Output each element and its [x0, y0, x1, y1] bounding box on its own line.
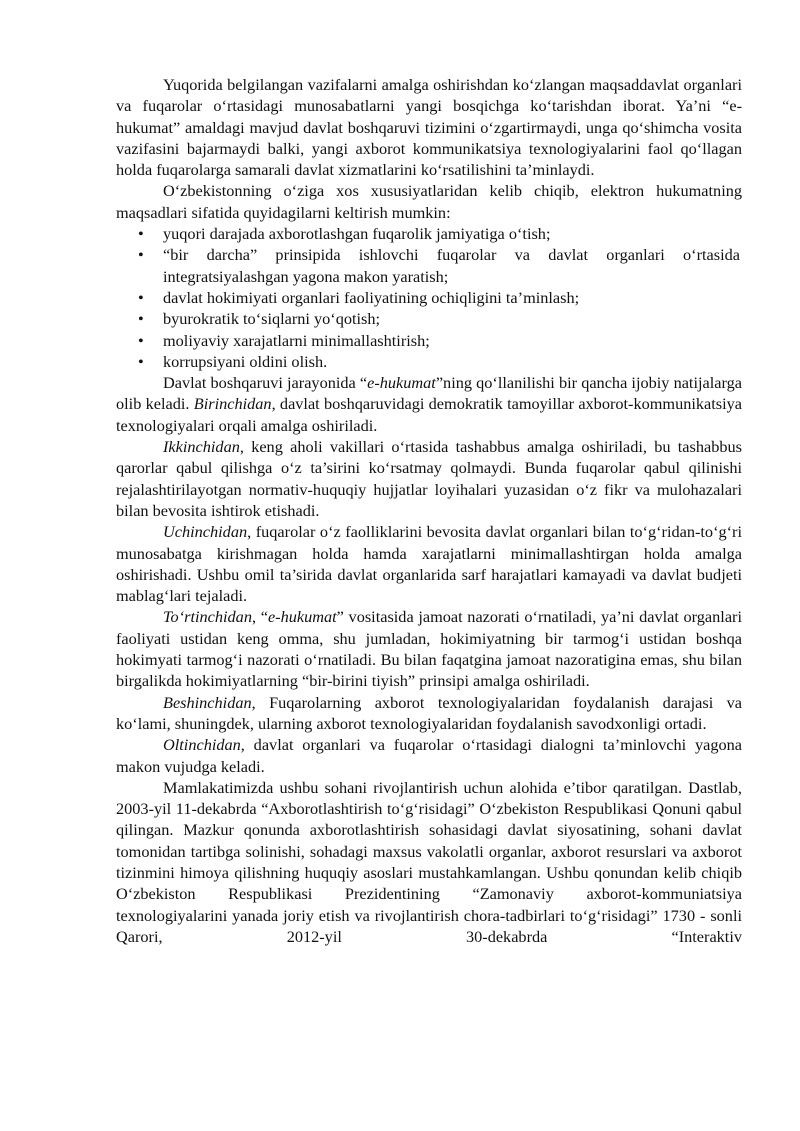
italic-term: Ikkinchidan — [163, 437, 240, 457]
paragraph-legislation: Mamlakatimizda ushbu sohani rivojlantirish uchun alohida e’tibor qaratilgan. Dastlab, 2003-yil 11-dekabrda “Axborotlashtirish to‘g‘risidagi” O‘zbekiston Respublikasi Qonuni qabul qilingan. Mazkur qonunda axborotlashtirish sohasidagi davlat siyosatining, sohani davlat tomonidan tartibga solinishi, sohadagi maxsus vakolatli organlar, axborot resurslari va axborot tizinmini himoya qilishning huquqiy asoslari mustahkamlangan. Ushbu qonundan kelib chiqib O‘zbekiston Respublikasi Prezidentining “Zamonaviy axborot-kommuniatsiya texnologiyalarini yanada joriy etish va rivojlantirish chora-tadbirlari to‘g‘risidagi” 1730 - sonli Qarori, 2012-yil 30-dekabrda “Interaktiv — [116, 777, 742, 946]
bullet-icon: • — [138, 245, 144, 265]
list-item-text: yuqori darajada axborotlashgan fuqarolik jamiyatiga o‘tish; — [163, 224, 551, 244]
list-item-text: byurokratik to‘siqlarni yo‘qotish; — [163, 309, 381, 329]
list-item — [116, 351, 742, 372]
list-item — [116, 244, 742, 287]
paragraph-intro: Yuqorida belgilangan vazifalarni amalga oshirishdan ko‘zlangan maqsaddavlat organlari va fuqarolar o‘rtasidagi munosabatlarni yangi bosqichga ko‘tarishdan iborat. Ya’ni “e-hukumat” amaldagi mavjud davlat boshqaruvi tizimini o‘zgartirmaydi, unga qo‘shimcha vosita vazifasini bajarmaydi balki, yangi axborot kommunikatsiya texnologiyalarini faol qo‘llagan holda fuqarolarga samarali davlat xizmatlarini ko‘rsatilishini ta’minlaydi. — [116, 75, 742, 180]
paragraph-fifth — [116, 692, 742, 735]
paragraph-sixth — [116, 734, 742, 777]
list-item-text: korrupsiyani oldini olish. — [163, 351, 328, 371]
paragraph-text: , davlat organlari va fuqarolar o‘rtasidagi dialogni ta’minlovchi yagona makon vujudga keladi. — [116, 735, 742, 776]
paragraph-goals-intro: O‘zbekistonning o‘ziga xos xususiyatlaridan kelib chiqib, elektron hukumatning maqsadlari sifatida quyidagilarni keltirish mumkin: — [116, 181, 742, 222]
italic-term: To‘rtinchidan — [163, 607, 252, 627]
list-item-text: “bir darcha” prinsipida ishlovchi fuqarolar va davlat organlari o‘rtasida integratsiyalashgan yagona makon yaratish; — [163, 245, 740, 286]
list-item — [116, 287, 742, 308]
goals-list — [116, 223, 742, 372]
paragraph-text: Davlat boshqaruvi jarayonida “ — [163, 373, 368, 393]
italic-term: Oltinchidan — [163, 735, 241, 755]
list-item — [116, 223, 742, 244]
bullet-icon: • — [138, 309, 144, 329]
paragraph-third — [116, 521, 742, 606]
paragraph-text: , davlat boshqaruvidagi demokratik tamoyillar axborot-kommunikatsiya texnologiyalari orqali amalga oshiriladi. — [116, 394, 743, 435]
paragraph-text: , Fuqarolarning axborot texnologiyalaridan foydalanish darajasi va ko‘lami, shuningdek, ularning axborot texnologiyalaridan foydalanish savodxonligi ortadi. — [116, 692, 742, 733]
list-item — [116, 308, 742, 329]
paragraph-text: ” vositasida jamoat nazorati o‘rnatiladi, ya’ni davlat organlari faoliyati ustidan keng omma, shu jumladan, hokimiyatning bir tarmog‘i ustidan boshqa hokimyati tarmog‘i nazorati o‘rnatiladi. Bu bilan faqatgina jamoat nazoratigina emas, shu bilan birgalikda hokimiyatlarning “bir-birini tiyish” prinsipi amalga oshiriladi. — [116, 607, 742, 691]
italic-term: e-hukumat — [267, 607, 337, 627]
list-item-text: moliyaviy xarajatlarni minimallashtirish; — [163, 330, 430, 350]
bullet-icon: • — [138, 287, 144, 307]
document-page — [116, 74, 742, 947]
bullet-icon: • — [138, 351, 144, 371]
paragraph-second — [116, 436, 742, 521]
bullet-icon: • — [138, 330, 144, 350]
italic-term: Uchinchidan — [163, 522, 248, 542]
list-item — [116, 330, 742, 351]
italic-term: Birinchidan — [193, 394, 272, 414]
paragraph-text: ”ning qo‘llanilishi bir qancha ijobiy natijalarga olib keladi. — [116, 373, 742, 414]
bullet-icon: • — [138, 224, 144, 244]
italic-term: e-hukumat — [367, 373, 436, 393]
paragraph-benefits — [116, 372, 742, 436]
paragraph-fourth — [116, 606, 742, 691]
list-item-text: davlat hokimiyati organlari faoliyatining ochiqligini ta’minlash; — [163, 287, 580, 307]
italic-term: Beshinchidan — [163, 692, 252, 712]
paragraph-text: , “ — [251, 607, 268, 627]
paragraph-text: , keng aholi vakillari o‘rtasida tashabbus amalga oshiriladi, bu tashabbus qarorlar qabul qilishga o‘z ta’sirini ko‘rsatmay qolmaydi. Bunda fuqarolar qabul qilinishi rejalashtirilayotgan normativ-huquqiy hujjatlar loyihalari yuzasidan o‘z fikr va mulohazalari bilan bevosita ishtirok etishadi. — [116, 437, 742, 520]
paragraph-text: , fuqarolar o‘z faolliklarini bevosita davlat organlari bilan to‘g‘ridan-to‘g‘ri munosabatga kirishmagan holda hamda xarajatlarni minimallashtirgan holda amalga oshirishadi. Ushbu omil ta’sirida davlat organlarida sarf harajatlari kamayadi va davlat budjeti mablag‘lari tejaladi. — [116, 522, 742, 606]
